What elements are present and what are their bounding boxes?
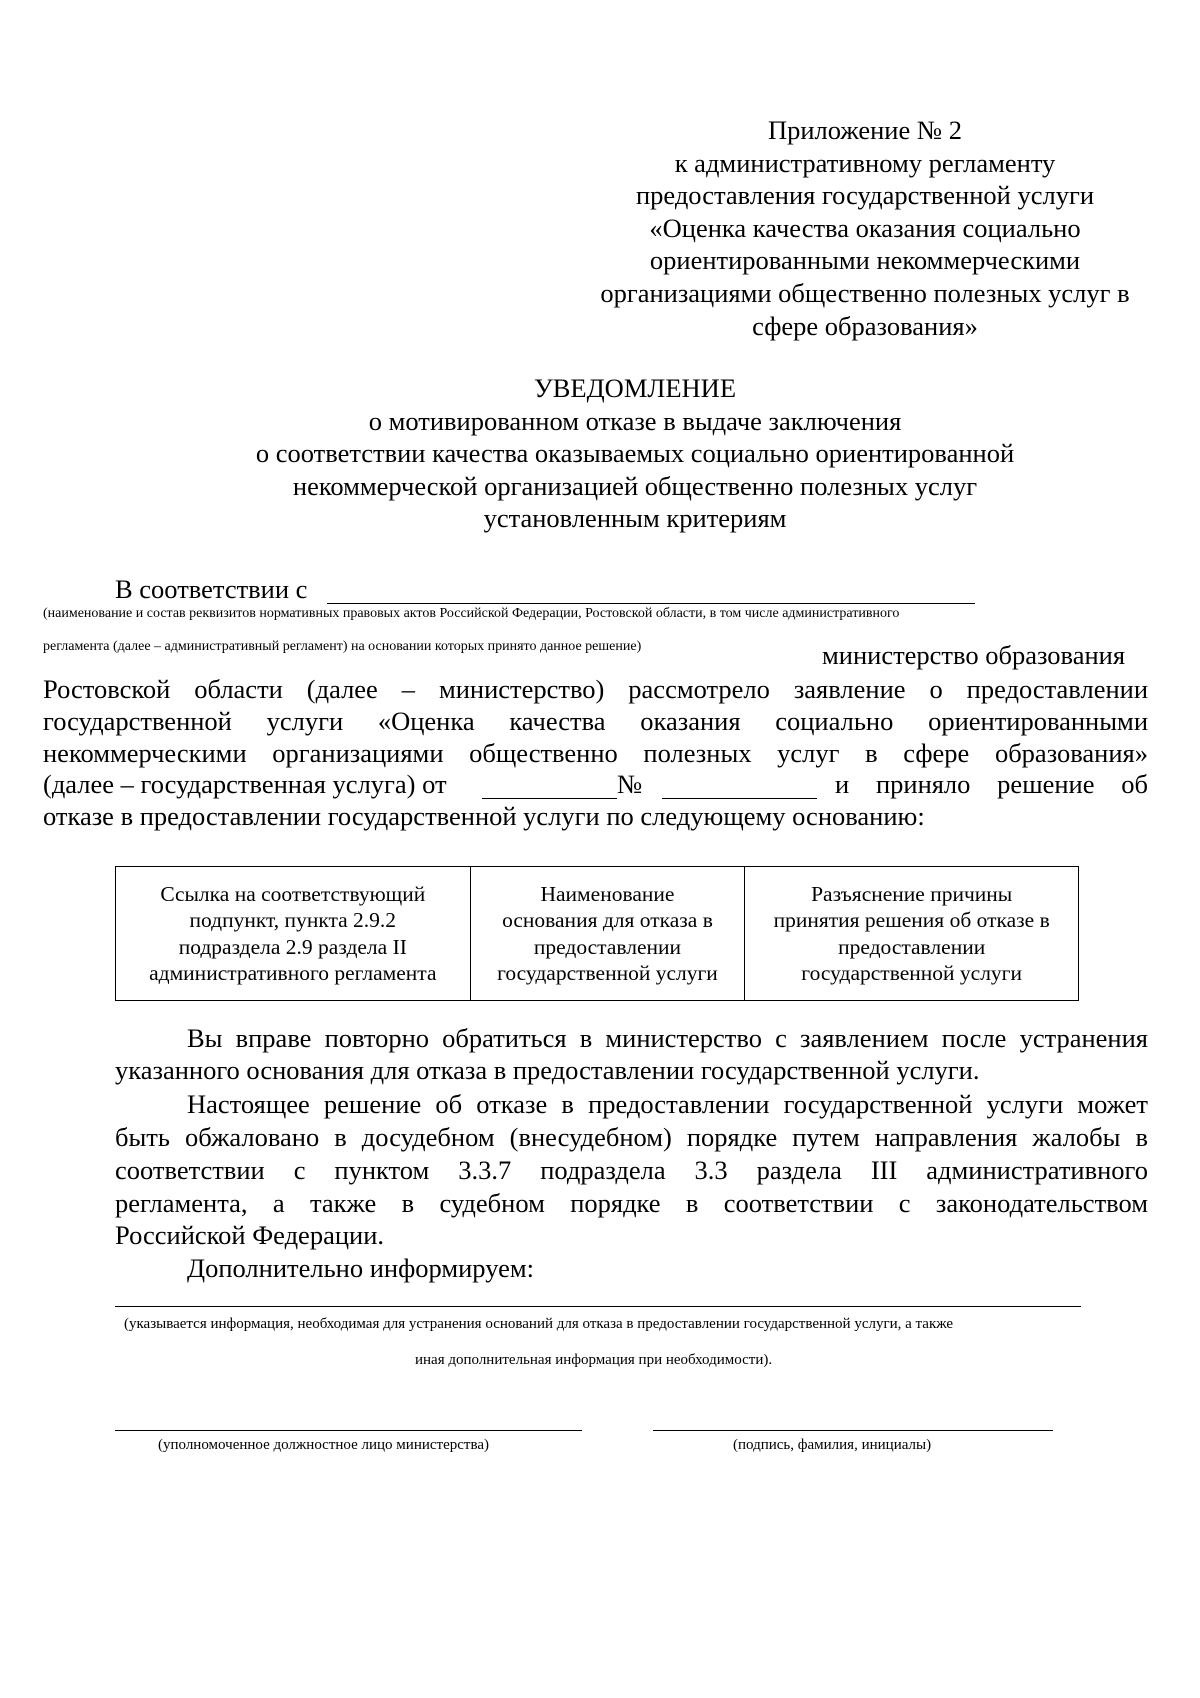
appendix-line: предоставления государственной услуги — [635, 180, 1095, 211]
paragraph-line: соответствии с пунктом 3.3.7 подраздела 3.3 раздела III административного — [115, 1155, 1148, 1185]
date-suffix: и приняло решение об — [835, 769, 1148, 799]
cell-line: Ссылка на соответствующий — [160, 881, 426, 906]
regulation-note-line: регламента (далее – административный регламент) на основании которых принято данное решение) — [43, 639, 642, 654]
cell-line: предоставлении — [533, 934, 682, 959]
cell-line: подпункт, пункта 2.9.2 — [189, 908, 397, 932]
title-line: установленным критериям — [483, 503, 787, 534]
appendix-header — [580, 114, 1150, 342]
appendix-line: Приложение № 2 — [767, 115, 962, 145]
date-blank[interactable] — [482, 798, 617, 799]
title-line: некоммерческой организацией общественно полезных услуг — [292, 470, 978, 501]
title-line: о соответствии качества оказываемых социально ориентированной — [255, 438, 1015, 469]
cell-line: государственной услуги — [497, 961, 718, 985]
cell-line: основания для отказа в — [502, 908, 713, 932]
appendix-line: организациями общественно полезных услуг в — [600, 277, 1130, 308]
appendix-line: сфере образования» — [752, 310, 978, 341]
paragraph-last-line: отказе в предоставлении государственной услуги по следующему основанию: — [43, 801, 925, 831]
appendix-line: к административному регламенту — [674, 147, 1056, 178]
title-heading: УВЕДОМЛЕНИЕ — [533, 373, 737, 403]
refusal-reasons-table — [115, 866, 1079, 1001]
paragraph-line: регламента, а также в судебном порядке в соответствии с законодательством — [115, 1188, 1148, 1218]
number-sign: № — [617, 769, 643, 799]
official-signature-blank[interactable] — [115, 1430, 582, 1431]
document-title — [115, 372, 1155, 535]
cell-line: подраздела 2.9 раздела II — [178, 934, 407, 959]
paragraph-line: Ростовской области (далее – министерство) рассмотрело заявление о предоставлении — [43, 674, 1148, 704]
paragraph-line: некоммерческими организациями общественно полезных услуг в сфере образования» — [43, 738, 1148, 768]
signature-caption: (подпись, фамилия, инициалы) — [733, 1437, 932, 1453]
paragraph-line: Российской Федерации. — [115, 1220, 384, 1250]
official-caption: (уполномоченное должностное лицо министерства) — [158, 1437, 490, 1453]
additional-note-line: (указывается информация, необходимая для устранения оснований для отказа в предоставлении государственной услуги, а также — [124, 1316, 954, 1332]
cell-line: предоставлении — [838, 934, 986, 959]
appendix-line: «Оценка качества оказания социально — [649, 212, 1081, 243]
intro-text: В соответствии с — [115, 574, 308, 604]
intro-line — [115, 574, 307, 605]
paragraph-line: Настоящее решение об отказе в предоставлении государственной услуги может — [187, 1089, 1148, 1119]
appendix-line: ориентированными некоммерческими — [649, 245, 1081, 276]
regulation-note-line: (наименование и состав реквизитов нормативных правовых актов Российской Федерации, Ростовской области, в том числе административного — [43, 606, 900, 621]
signature-blank[interactable] — [653, 1430, 1053, 1431]
cell-line: Наименование — [540, 881, 675, 906]
table-cell-reference — [116, 867, 471, 1001]
table-cell-ground — [470, 867, 745, 1001]
title-line: о мотивированном отказе в выдаче заключения — [368, 405, 902, 436]
table-cell-explanation — [745, 867, 1079, 1001]
number-blank[interactable] — [662, 798, 817, 799]
cell-line: принятия решения об отказе в — [773, 908, 1050, 932]
paragraph-line: государственной услуги «Оценка качества оказания социально ориентированными — [43, 706, 1148, 736]
additional-info-label: Дополнительно информируем: — [187, 1253, 534, 1283]
additional-note-line: иная дополнительная информация при необходимости). — [415, 1352, 773, 1368]
cell-line: административного регламента — [149, 961, 437, 985]
regulation-blank[interactable] — [327, 603, 975, 604]
ministry-tail: министерство образования — [822, 640, 1126, 670]
cell-line: Разъяснение причины — [811, 881, 1013, 906]
cell-line: государственной услуги — [801, 961, 1022, 985]
paragraph-line: Вы вправе повторно обратиться в министерство с заявлением после устранения — [187, 1023, 1148, 1053]
additional-info-blank[interactable] — [115, 1306, 1081, 1307]
date-prefix: (далее – государственная услуга) от — [43, 769, 447, 799]
paragraph-line: указанного основания для отказа в предоставлении государственной услуги. — [115, 1055, 980, 1085]
table-row — [116, 867, 1079, 1001]
paragraph-line: быть обжаловано в досудебном (внесудебном) порядке путем направления жалобы в — [115, 1122, 1148, 1152]
